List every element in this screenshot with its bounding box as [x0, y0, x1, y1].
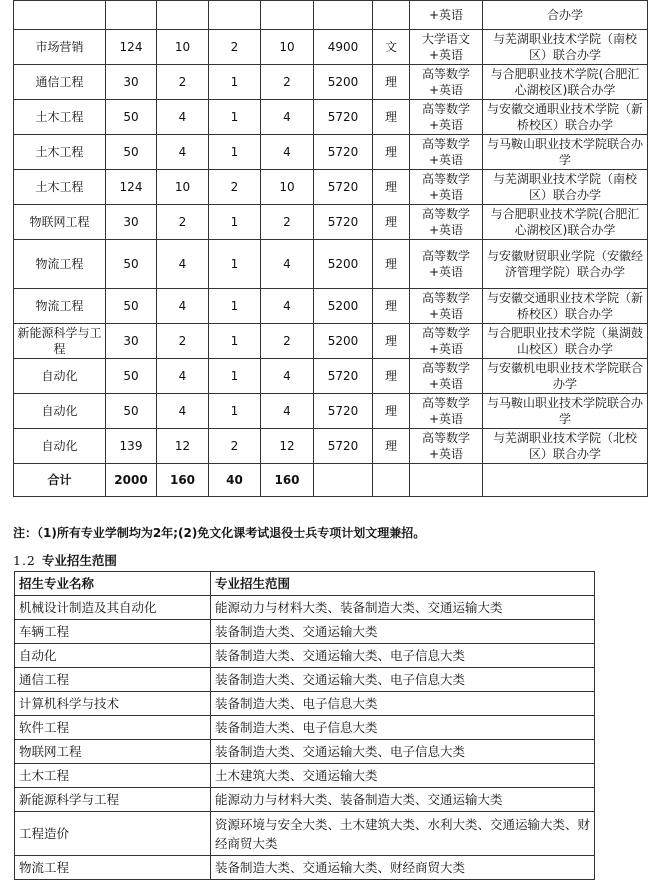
- exam-subjects: [410, 100, 483, 135]
- major-name: 新能源科学与工程: [15, 788, 211, 812]
- cooperation: 与芜湖职业技术学院（南校区）联合办学: [483, 170, 648, 205]
- section-title: 专业招生范围: [41, 553, 117, 568]
- subject-2: +英语: [428, 447, 464, 461]
- cooperation: 合办学: [483, 1, 648, 30]
- tuition-fee: 5720: [314, 170, 373, 205]
- major-name: 自动化: [14, 359, 106, 394]
- table-row: [15, 856, 595, 880]
- table-row: [14, 394, 648, 429]
- exam-subjects: [410, 324, 483, 359]
- count-c: 4: [261, 359, 314, 394]
- enrollment-scope: 装备制造大类、交通运输大类、电子信息大类: [211, 668, 595, 692]
- cooperation: 与芜湖职业技术学院（南校区）联合办学: [483, 30, 648, 65]
- major-name: 新能源科学与工程: [14, 324, 106, 359]
- table-row: [15, 764, 595, 788]
- count-b: 2: [209, 30, 261, 65]
- category: 理: [373, 324, 410, 359]
- count-c: 2: [261, 65, 314, 100]
- scope-table: [14, 571, 595, 880]
- count-c: 12: [261, 429, 314, 464]
- count-b: 1: [209, 359, 261, 394]
- table-row: [14, 100, 648, 135]
- tuition-fee: 5720: [314, 100, 373, 135]
- subject-2: +英语: [428, 83, 464, 97]
- table-row: [15, 812, 595, 856]
- tuition-fee: 5200: [314, 65, 373, 100]
- category: 理: [373, 65, 410, 100]
- enrollment-scope: 装备制造大类、交通运输大类、电子信息大类: [211, 644, 595, 668]
- enrollment-scope: 装备制造大类、电子信息大类: [211, 692, 595, 716]
- count-b: 1: [209, 135, 261, 170]
- enrollment-scope: 装备制造大类、交通运输大类: [211, 620, 595, 644]
- count-b: 1: [209, 65, 261, 100]
- footnote: 注：（1)所有专业学制均为2年;(2)免文化课考试退役士兵专项计划文理兼招。: [13, 526, 426, 540]
- count-b: 1: [209, 289, 261, 324]
- count-b: 1: [209, 394, 261, 429]
- totals-c1: 160: [157, 464, 209, 497]
- count-a: 4: [157, 394, 209, 429]
- major-name: 软件工程: [15, 716, 211, 740]
- major-name: 土木工程: [14, 170, 106, 205]
- subject-2: +英语: [428, 412, 464, 426]
- category: 理: [373, 394, 410, 429]
- category: 理: [373, 135, 410, 170]
- major-name: 土木工程: [14, 135, 106, 170]
- table-row: [14, 205, 648, 240]
- header-scope: 专业招生范围: [211, 572, 595, 596]
- table-row: [15, 644, 595, 668]
- enrollment-scope: 能源动力与材料大类、装备制造大类、交通运输大类: [211, 596, 595, 620]
- category: 理: [373, 240, 410, 289]
- tuition-fee: 5720: [314, 135, 373, 170]
- plan-total: 139: [106, 429, 157, 464]
- header-major: 招生专业名称: [15, 572, 211, 596]
- cooperation: 与合肥职业技术学院(合肥汇心湖校区)联合办学: [483, 205, 648, 240]
- major-name: 物联网工程: [15, 740, 211, 764]
- totals-c3: 160: [261, 464, 314, 497]
- major-name: 自动化: [14, 429, 106, 464]
- subject-2: +英语: [428, 153, 464, 167]
- major-name: 市场营销: [14, 30, 106, 65]
- exam-subjects: [410, 135, 483, 170]
- major-name: 物流工程: [15, 856, 211, 880]
- subject-1: 高等数学: [421, 67, 470, 81]
- cooperation: 与安徽机电职业技术学院联合办学: [483, 359, 648, 394]
- tuition-fee: 5720: [314, 205, 373, 240]
- count-a: 4: [157, 135, 209, 170]
- subject-1: 高等数学: [421, 137, 470, 151]
- count-a: 10: [157, 30, 209, 65]
- section-number: 1.2: [13, 553, 36, 568]
- cooperation: 与合肥职业技术学院(合肥汇心湖校区)联合办学: [483, 65, 648, 100]
- table-row: [15, 692, 595, 716]
- count-c: 10: [261, 170, 314, 205]
- plan-total: 50: [106, 289, 157, 324]
- major-name: 计算机科学与技术: [15, 692, 211, 716]
- enrollment-scope: 资源环境与安全大类、土木建筑大类、水利大类、交通运输大类、财经商贸大类: [211, 812, 595, 856]
- tuition-fee: 5200: [314, 289, 373, 324]
- cooperation: 与安徽交通职业技术学院（新桥校区）联合办学: [483, 100, 648, 135]
- major-name: 土木工程: [15, 764, 211, 788]
- subject-2: +英语: [428, 265, 464, 279]
- table-row: [14, 65, 648, 100]
- major-name: 自动化: [15, 644, 211, 668]
- plan-total: 50: [106, 240, 157, 289]
- major-name: 工程造价: [15, 812, 211, 856]
- plan-total: 50: [106, 359, 157, 394]
- count-c: 4: [261, 394, 314, 429]
- subject-1: 大学语文: [421, 32, 470, 46]
- count-a: 4: [157, 289, 209, 324]
- totals-label: 合计: [14, 464, 106, 497]
- major-name: 机械设计制造及其自动化: [15, 596, 211, 620]
- tuition-fee: 5200: [314, 324, 373, 359]
- table-row: [14, 30, 648, 65]
- subject-2: +英语: [428, 48, 464, 62]
- category: 文: [373, 30, 410, 65]
- count-a: 4: [157, 240, 209, 289]
- cooperation: 与安徽交通职业技术学院（新桥校区）联合办学: [483, 289, 648, 324]
- enrollment-scope: 装备制造大类、交通运输大类、电子信息大类: [211, 740, 595, 764]
- plan-total: 50: [106, 135, 157, 170]
- plan-total: 30: [106, 205, 157, 240]
- subject-2: +英语: [428, 188, 464, 202]
- count-b: 1: [209, 240, 261, 289]
- subject-2: +英语: [428, 342, 464, 356]
- major-name: 物联网工程: [14, 205, 106, 240]
- table-row: [14, 1, 648, 30]
- count-a: 4: [157, 100, 209, 135]
- enrollment-scope: 装备制造大类、交通运输大类、财经商贸大类: [211, 856, 595, 880]
- section-heading: [13, 551, 117, 569]
- category: 理: [373, 429, 410, 464]
- subject-2: +英语: [428, 118, 464, 132]
- tuition-fee: 5720: [314, 394, 373, 429]
- exam-subjects: [410, 170, 483, 205]
- plan-total: 30: [106, 65, 157, 100]
- enrollment-scope: 能源动力与材料大类、装备制造大类、交通运输大类: [211, 788, 595, 812]
- plan-total: 124: [106, 170, 157, 205]
- major-name: 通信工程: [15, 668, 211, 692]
- count-a: 2: [157, 324, 209, 359]
- count-a: 12: [157, 429, 209, 464]
- major-name: 土木工程: [14, 100, 106, 135]
- count-a: 4: [157, 359, 209, 394]
- cooperation: 与马鞍山职业技术学院联合办学: [483, 394, 648, 429]
- count-c: 4: [261, 135, 314, 170]
- table-row: [14, 170, 648, 205]
- plan-total: 50: [106, 394, 157, 429]
- category: 理: [373, 289, 410, 324]
- table-row: [15, 740, 595, 764]
- count-a: 2: [157, 65, 209, 100]
- subject-1: 高等数学: [421, 207, 470, 221]
- subject-1: 高等数学: [421, 172, 470, 186]
- count-c: 2: [261, 205, 314, 240]
- plan-total: 124: [106, 30, 157, 65]
- table-row: [15, 668, 595, 692]
- major-name: 物流工程: [14, 289, 106, 324]
- exam-subjects: [410, 30, 483, 65]
- exam-subjects: [410, 240, 483, 289]
- exam-subjects: [410, 359, 483, 394]
- count-c: 4: [261, 289, 314, 324]
- tuition-fee: 5720: [314, 359, 373, 394]
- totals-c2: 40: [209, 464, 261, 497]
- subject-2: +英语: [428, 377, 464, 391]
- enrollment-scope: 装备制造大类、电子信息大类: [211, 716, 595, 740]
- category: 理: [373, 359, 410, 394]
- cooperation: 与芜湖职业技术学院（北校区）联合办学: [483, 429, 648, 464]
- exam-subjects: +英语: [410, 1, 483, 30]
- count-c: 10: [261, 30, 314, 65]
- cooperation: 与安徽财贸职业学院（安徽经济管理学院）联合办学: [483, 240, 648, 289]
- subject-1: 高等数学: [421, 249, 470, 263]
- exam-subjects: [410, 205, 483, 240]
- tuition-fee: 4900: [314, 30, 373, 65]
- table-header-row: [15, 572, 595, 596]
- count-b: 1: [209, 100, 261, 135]
- category: 理: [373, 205, 410, 240]
- plan-total: 30: [106, 324, 157, 359]
- table-row: [15, 620, 595, 644]
- table-row: [14, 429, 648, 464]
- count-b: 1: [209, 324, 261, 359]
- subject-2: +英语: [428, 223, 464, 237]
- table-row: [14, 359, 648, 394]
- count-a: 10: [157, 170, 209, 205]
- exam-subjects: [410, 429, 483, 464]
- table-row: [15, 788, 595, 812]
- cooperation: 与合肥职业技术学院（巢湖鼓山校区）联合办学: [483, 324, 648, 359]
- subject-1: 高等数学: [421, 326, 470, 340]
- totals-row: [14, 464, 648, 497]
- count-c: 4: [261, 240, 314, 289]
- table-row: [15, 596, 595, 620]
- table-row: [15, 716, 595, 740]
- subject-1: 高等数学: [421, 396, 470, 410]
- tuition-fee: 5720: [314, 429, 373, 464]
- count-c: 2: [261, 324, 314, 359]
- count-c: 4: [261, 100, 314, 135]
- category: 理: [373, 170, 410, 205]
- major-name: 自动化: [14, 394, 106, 429]
- subject-1: 高等数学: [421, 431, 470, 445]
- table-row: [14, 289, 648, 324]
- major-name: 通信工程: [14, 65, 106, 100]
- subject-1: 高等数学: [421, 361, 470, 375]
- count-b: 1: [209, 205, 261, 240]
- table-row: [14, 324, 648, 359]
- major-name: 物流工程: [14, 240, 106, 289]
- tuition-fee: 5200: [314, 240, 373, 289]
- subject-1: 高等数学: [421, 291, 470, 305]
- exam-subjects: [410, 289, 483, 324]
- subject-1: 高等数学: [421, 102, 470, 116]
- cooperation: 与马鞍山职业技术学院联合办学: [483, 135, 648, 170]
- major-name: 车辆工程: [15, 620, 211, 644]
- totals-total: 2000: [106, 464, 157, 497]
- subject-2: +英语: [428, 307, 464, 321]
- exam-subjects: [410, 394, 483, 429]
- plan-total: 50: [106, 100, 157, 135]
- table-row: [14, 240, 648, 289]
- category: 理: [373, 100, 410, 135]
- count-b: 2: [209, 429, 261, 464]
- exam-subjects: [410, 65, 483, 100]
- enrollment-scope: 土木建筑大类、交通运输大类: [211, 764, 595, 788]
- quota-table: [13, 0, 648, 497]
- count-a: 2: [157, 205, 209, 240]
- count-b: 2: [209, 170, 261, 205]
- table-row: [14, 135, 648, 170]
